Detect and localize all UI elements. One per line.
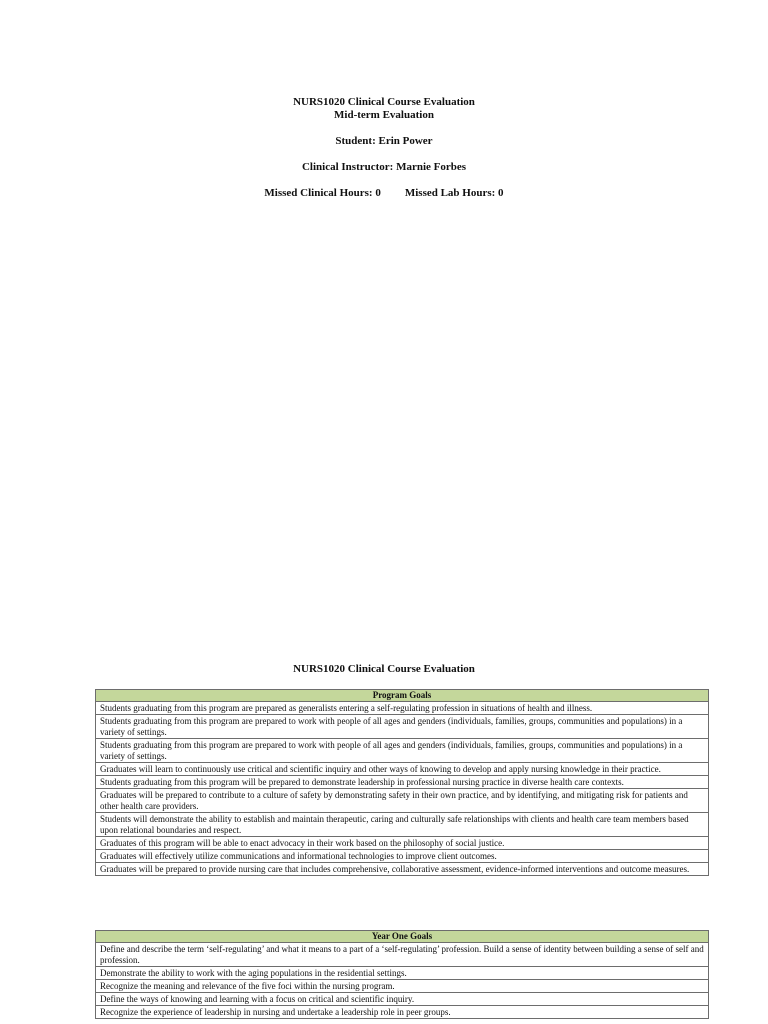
year-one-goal: Define and describe the term ‘self-regulating’ and what it means to a part of a ‘self-regulating’ profession. Build a sense of identity between building a sense of self and profession. xyxy=(96,943,709,967)
program-goal: Students graduating from this program are prepared to work with people of all ages and genders (individuals, families, groups, communities and populations) in a variety of settings. xyxy=(96,715,709,739)
program-goal: Students graduating from this program are prepared as generalists entering a self-regulating profession in situations of health and illness. xyxy=(96,702,709,715)
table-header-row xyxy=(96,690,709,702)
missed-lab-hours: Missed Lab Hours: 0 xyxy=(404,187,504,199)
program-goal: Students graduating from this program will be prepared to demonstrate leadership in professional nursing practice in diverse health care contexts. xyxy=(96,776,709,789)
year-one-goal: Define the ways of knowing and learning with a focus on critical and scientific inquiry. xyxy=(96,993,709,1006)
table-row xyxy=(96,813,709,837)
year-one-goals-heading: Year One Goals xyxy=(96,931,709,943)
student-name: Student: Erin Power xyxy=(335,135,433,147)
program-goals-table xyxy=(95,689,709,876)
section-title: NURS1020 Clinical Course Evaluation xyxy=(293,663,475,675)
program-goals-heading: Program Goals xyxy=(96,690,709,702)
program-goal: Students will demonstrate the ability to establish and maintain therapeutic, caring and culturally safe relationships with clients and health care team members based upon relational boundaries and respect. xyxy=(96,813,709,837)
table-row xyxy=(96,993,709,1006)
program-goal: Graduates will be prepared to provide nursing care that includes comprehensive, collaborative assessment, evidence-informed interventions and outcome measures. xyxy=(96,863,709,876)
year-one-goal: Recognize the meaning and relevance of the five foci within the nursing program. xyxy=(96,980,709,993)
table-row xyxy=(96,943,709,967)
program-goal: Graduates of this program will be able to enact advocacy in their work based on the philosophy of social justice. xyxy=(96,837,709,850)
year-one-goal: Demonstrate the ability to work with the aging populations in the residential settings. xyxy=(96,967,709,980)
year-one-goals-table xyxy=(95,930,709,1019)
document-header xyxy=(0,96,768,200)
table-row xyxy=(96,789,709,813)
table-row xyxy=(96,715,709,739)
evaluation-type: Mid-term Evaluation xyxy=(334,109,434,121)
missed-clinical-hours: Missed Clinical Hours: 0 xyxy=(264,187,381,199)
table-row xyxy=(96,850,709,863)
table-row xyxy=(96,776,709,789)
clinical-instructor: Clinical Instructor: Marnie Forbes xyxy=(301,161,467,173)
program-goal: Graduates will effectively utilize communications and informational technologies to improve client outcomes. xyxy=(96,850,709,863)
missed-hours-row xyxy=(0,187,768,200)
table-row xyxy=(96,739,709,763)
program-goal: Graduates will learn to continuously use critical and scientific inquiry and other ways of knowing to develop and apply nursing knowledge in their practice. xyxy=(96,763,709,776)
table-row xyxy=(96,837,709,850)
table-row xyxy=(96,980,709,993)
table-row xyxy=(96,763,709,776)
table-header-row xyxy=(96,931,709,943)
program-goal: Students graduating from this program are prepared to work with people of all ages and genders (individuals, families, groups, communities and populations) in a variety of settings. xyxy=(96,739,709,763)
course-title: NURS1020 Clinical Course Evaluation xyxy=(293,96,475,108)
table-row xyxy=(96,967,709,980)
table-row xyxy=(96,863,709,876)
table-row xyxy=(96,702,709,715)
table-row xyxy=(96,1006,709,1019)
program-goal: Graduates will be prepared to contribute to a culture of safety by demonstrating safety in their own practice, and by identifying, and mitigating risk for patients and other health care providers. xyxy=(96,789,709,813)
year-one-goal: Recognize the experience of leadership in nursing and undertake a leadership role in peer groups. xyxy=(96,1006,709,1019)
